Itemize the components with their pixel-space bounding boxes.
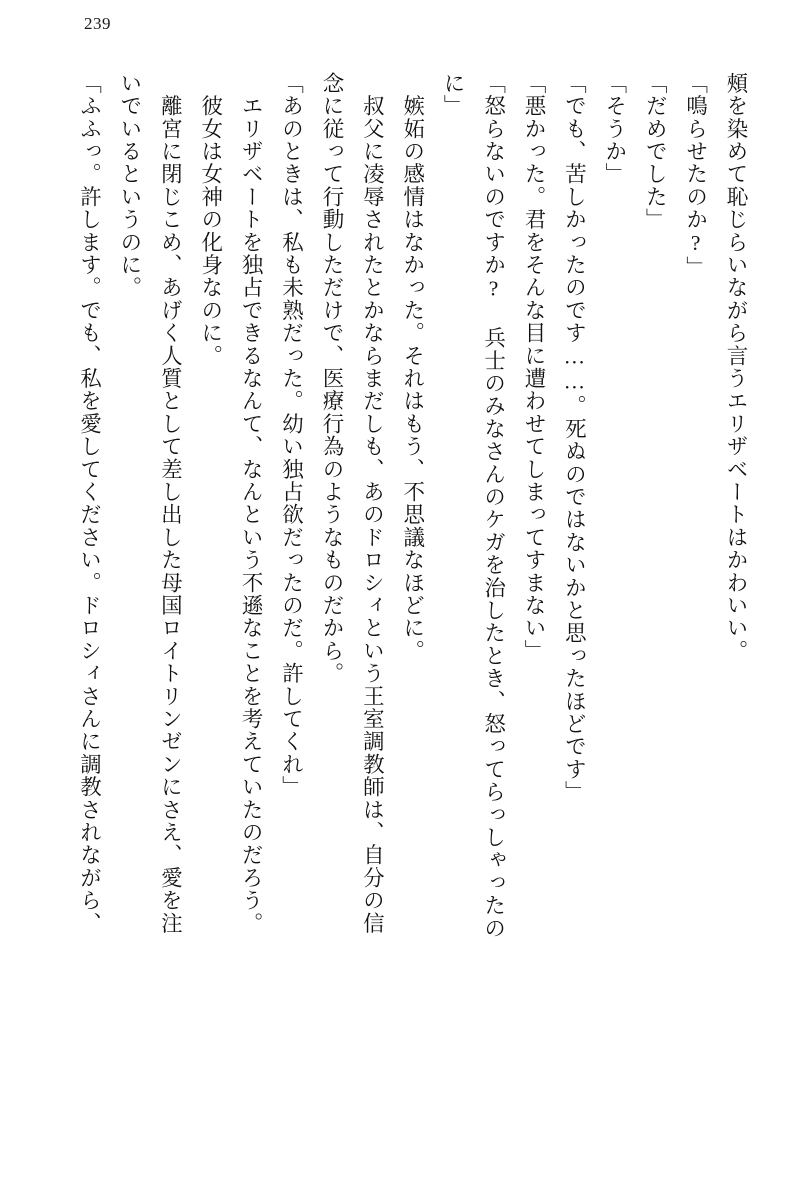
- text-line: 頰を染めて恥じらいながら言うエリザベートはかわいい。: [724, 72, 748, 663]
- text-line: 叔父に凌辱されたとかならまだしも、あのドロシィという王室調教師は、自分の信: [360, 72, 385, 935]
- text-line: 「怒らないのですか? 兵士のみなさんのケガを治したとき、怒ってらっしゃったの: [481, 72, 506, 940]
- text-line: 「ふふっ。許します。でも、私を愛してください。ドロシィさんに調教されながら、: [77, 72, 102, 935]
- page-text-body: [36, 72, 756, 1166]
- text-line: エリザベートを独占できるなんて、なんという不遜なことを考えていたのだろう。: [239, 72, 264, 935]
- text-line: 「でも、苦しかったのです……。死ぬのではないかと思ったほどです」: [562, 72, 587, 804]
- text-line: 「鳴らせたのか?」: [683, 72, 708, 279]
- text-line: 「そうか」: [602, 72, 627, 186]
- page-number: 239: [84, 14, 111, 33]
- text-line: 「悪かった。君をそんな目に遭わせてしまってすまない」: [521, 72, 546, 663]
- text-line: 念に従って行動しただけで、医療行為のようなものだから。: [319, 72, 344, 685]
- text-line: 「だめでした」: [643, 72, 668, 231]
- text-line: 嫉妬の感情はなかった。それはもう、不思議なほどに。: [400, 72, 425, 663]
- text-line: に」: [441, 72, 466, 118]
- text-line: 「あのときは、私も未熟だった。幼い独占欲だったのだ。許してくれ」: [279, 72, 304, 799]
- text-line: 彼女は女神の化身なのに。: [198, 72, 223, 368]
- text-line: いでいるというのに。: [117, 72, 142, 299]
- text-line: 離宮に閉じこめ、あげく人質として差し出した母国ロイトリンゼンにさえ、愛を注: [158, 72, 183, 935]
